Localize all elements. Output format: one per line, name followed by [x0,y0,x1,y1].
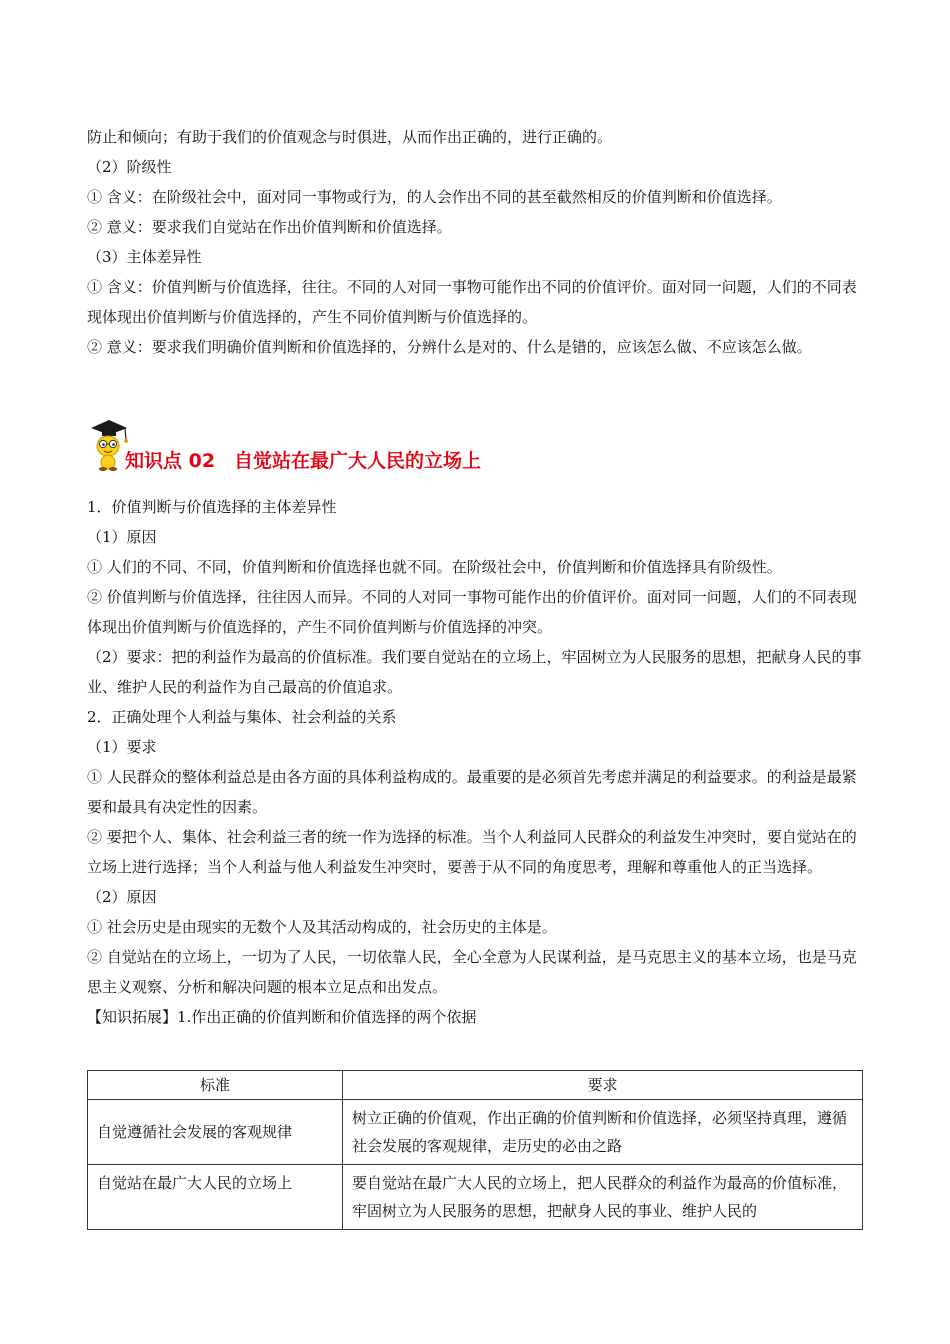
text-line: ① 社会历史是由现实的无数个人及其活动构成的，社会历史的主体是。 [87,918,557,936]
table-cell: 自觉站在最广大人民的立场上 [88,1165,343,1230]
table-header-cell: 要求 [343,1071,863,1100]
table-header-cell: 标准 [88,1071,343,1100]
text-line: （2）阶级性 [87,158,172,176]
knowledge-table [87,1070,863,1230]
text-line: ② 价值判断与价值选择，往往因人而异。不同的人对同一事物可能作出的价值评价。面对同一问题，人们的不同表现体现出价值判断与价值选择的，产生不同价值判断与价值选择的冲突。 [87,588,857,636]
text-line: ① 含义：价值判断与价值选择，往往。不同的人对同一事物可能作出不同的价值评价。面对同一问题，人们的不同表现体现出价值判断与价值选择的，产生不同价值判断与价值选择的。 [87,278,857,326]
text-line: 【知识拓展】1.作出正确的价值判断和价值选择的两个依据 [87,1008,477,1026]
text-line: （1）原因 [87,528,157,546]
text-line: 防止和倾向；有助于我们的价值观念与时俱进，从而作出正确的，进行正确的。 [87,128,613,146]
text-line: （2）要求：把的利益作为最高的价值标准。我们要自觉站在的立场上，牢固树立为人民服务的思想，把献身人民的事业、维护人民的利益作为自己最高的价值追求。 [87,648,862,696]
text-line: ② 意义：要求我们自觉站在作出价值判断和价值选择。 [87,218,452,236]
table-row [88,1165,863,1230]
table-cell: 树立正确的价值观，作出正确的价值判断和价值选择，必须坚持真理，遵循社会发展的客观规律，走历史的必由之路 [343,1100,863,1165]
text-line: 1．价值判断与价值选择的主体差异性 [87,498,337,516]
text-line: ① 含义：在阶级社会中，面对同一事物或行为，的人会作出不同的甚至截然相反的价值判断和价值选择。 [87,188,782,206]
section-heading [87,418,865,476]
top-section [87,122,865,362]
text-line: ② 意义：要求我们明确价值判断和价值选择的，分辨什么是对的、什么是错的，应该怎么做、不应该怎么做。 [87,338,812,356]
body-section [87,492,865,1032]
table-header-row [88,1071,863,1100]
text-line: （2）原因 [87,888,157,906]
section-title: 知识点 02 自觉站在最广大人民的立场上 [125,450,482,472]
text-line: （1）要求 [87,738,157,756]
table-cell: 要自觉站在最广大人民的立场上，把人民群众的利益作为最高的价值标准，牢固树立为人民服务的思想，把献身人民的事业、维护人民的 [343,1165,863,1230]
text-line: ② 自觉站在的立场上，一切为了人民，一切依靠人民，全心全意为人民谋利益，是马克思主义的基本立场，也是马克思主义观察、分析和解决问题的根本立足点和出发点。 [87,948,857,996]
text-line: ① 人民群众的整体利益总是由各方面的具体利益构成的。最重要的是必须首先考虑并满足的利益要求。的利益是最紧要和最具有决定性的因素。 [87,768,857,816]
table-row [88,1100,863,1165]
table-cell: 自觉遵循社会发展的客观规律 [88,1100,343,1165]
text-line: 2．正确处理个人利益与集体、社会利益的关系 [87,708,397,726]
text-line: ① 人们的不同、不同，价值判断和价值选择也就不同。在阶级社会中，价值判断和价值选择具有阶级性。 [87,558,782,576]
text-line: ② 要把个人、集体、社会利益三者的统一作为选择的标准。当个人利益同人民群众的利益发生冲突时，要自觉站在的立场上进行选择；当个人利益与他人利益发生冲突时，要善于从不同的角度思考，理解和尊重他人的正当选择。 [87,828,857,876]
text-line: （3）主体差异性 [87,248,202,266]
